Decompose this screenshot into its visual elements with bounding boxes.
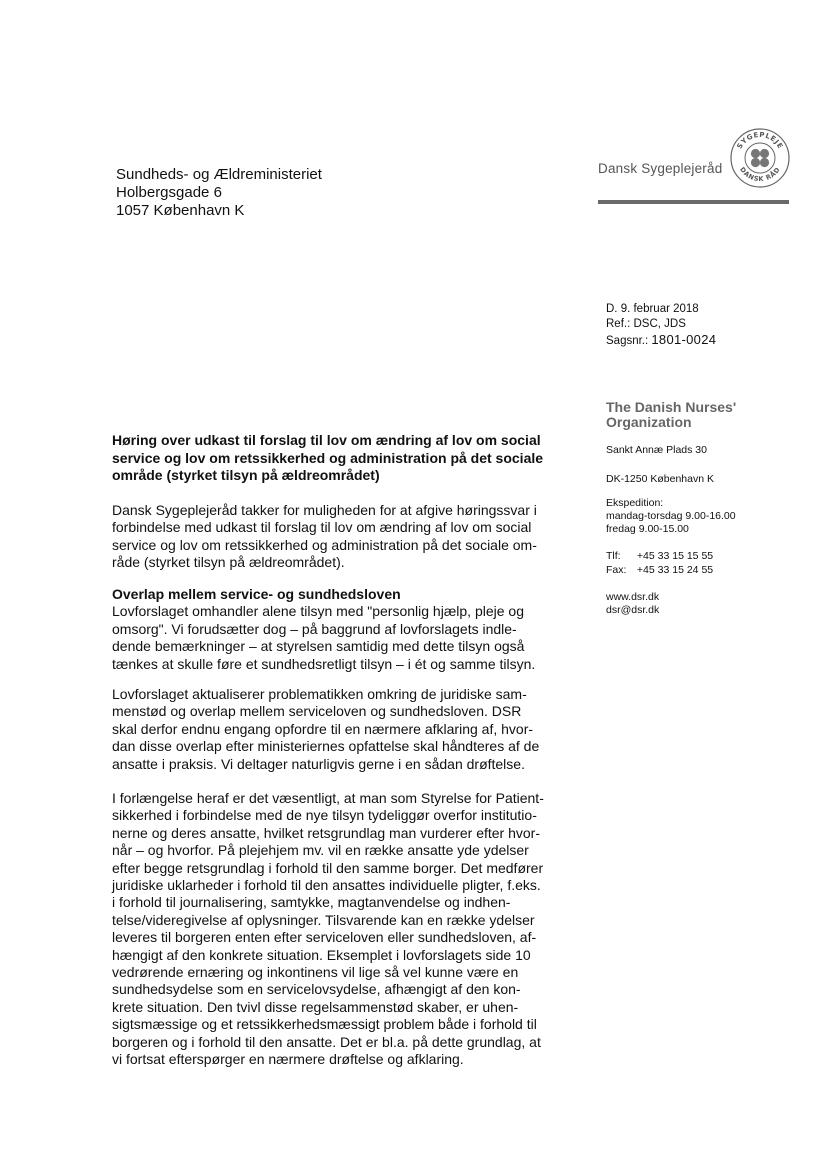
recipient-address — [116, 166, 322, 220]
header-rule — [598, 200, 789, 204]
body-line: Lovforslaget aktualiserer problematikken omkring de juridiske sam- — [112, 686, 527, 702]
recipient-line: Holbergsgade 6 — [116, 184, 222, 201]
body-line: sikkerhed i forbindelse med de nye tilsyn tydeliggør overfor institutio- — [112, 807, 537, 824]
svg-text:DANSK RÅD — [738, 166, 782, 183]
website-link[interactable]: www.dsr.dk — [606, 591, 660, 603]
paragraph-intro — [112, 502, 567, 572]
fax-value: +45 33 15 24 55 — [636, 564, 714, 576]
letter-subject — [112, 432, 567, 485]
body-line: tænkes at skulle føre et sundhedsretligt tilsyn – i ét og samme tilsyn. — [112, 655, 536, 672]
body-line: service og lov om retssikkerhed og administration på det sociale om- — [112, 536, 537, 553]
body-line: Dansk Sygeplejeråd takker for muligheden for at afgive høringssvar i — [112, 502, 537, 518]
body-line: vi fortsat efterspørger en nærmere drøftelse og afklaring. — [112, 1051, 464, 1068]
body-line: telse/videregivelse af oplysninger. Tilsvarende kan en række ydelser — [112, 911, 535, 928]
english-name-line: Organization — [606, 414, 692, 430]
section-overlap — [112, 586, 567, 673]
expedition-hours-2: fredag 9.00-15.00 — [606, 523, 689, 535]
recipient-line: 1057 København K — [116, 202, 245, 219]
body-line: sundhedsydelse som en servicelovsydelse, afhængigt af den kon- — [112, 981, 521, 998]
expedition-hours-1: mandag-torsdag 9.00-16.00 — [606, 510, 736, 522]
body-line: hængigt af den konkrete situation. Eksemplet i lovforslagets side 10 — [112, 946, 531, 963]
paragraph-actualization — [112, 686, 567, 773]
recipient-line: Sundheds- og Ældreministeriet — [116, 166, 322, 183]
paragraph-clarification — [112, 790, 567, 1069]
seal-text-bottom: DANSK RÅD — [738, 165, 782, 184]
letter-ref: Ref.: DSC, JDS — [606, 318, 686, 330]
email-link[interactable]: dsr@dsr.dk — [606, 604, 660, 616]
letter-meta — [606, 302, 716, 349]
body-line: borgeren og i forhold til den ansatte. Det er bl.a. på dette grundlag, at — [112, 1033, 541, 1050]
body-line: vedrørende ernæring og inkontinens vil lige så vel kunne være en — [112, 964, 519, 981]
body-line: råde (styrket tilsyn på ældreområdet). — [112, 554, 345, 571]
body-line: ansatte i praksis. Vi deltager naturligvis gerne i en sådan drøftelse. — [112, 755, 525, 772]
body-line: dende bemærkninger – at styrelsen samtidig med dette tilsyn også — [112, 638, 525, 655]
contact-address-2: DK-1250 København K — [606, 473, 714, 485]
body-line: når – og hvorfor. På plejehjem mv. vil en række ansatte yde ydelser — [112, 842, 529, 859]
case-number — [606, 332, 716, 349]
body-line: forbindelse med udkast til forslag til lov om ændring af lov om social — [112, 519, 532, 536]
body-line: nerne og deres ansatte, hvilket retsgrundlag man vurderer efter hvor- — [112, 824, 541, 841]
body-line: i forhold til journalisering, samtykke, magtanvendelse og indhen- — [112, 894, 511, 911]
phone-label: Tlf: — [606, 550, 621, 562]
subject-line: Høring over udkast til forslag til lov om ændring af lov om social — [112, 432, 541, 448]
phone-value: +45 33 15 15 55 — [636, 550, 714, 562]
org-name: Dansk Sygeplejeråd — [598, 161, 723, 176]
subject-line: område (styrket tilsyn på ældreområdet) — [112, 467, 380, 483]
english-name-line: The Danish Nurses' — [606, 399, 737, 415]
fax-row — [606, 564, 713, 577]
seal-logo — [730, 128, 790, 188]
case-number-value: 1801-0024 — [651, 332, 717, 347]
svg-text:SYGEPLEJE — [736, 131, 785, 151]
clover-icon — [751, 149, 769, 167]
body-line: sigtsmæssige og et retssikkerhedsmæssigt problem både i forhold til — [112, 1016, 537, 1033]
body-line: I forlængelse heraf er det væsentligt, at man som Styrelse for Patient- — [112, 790, 544, 806]
body-line: juridiske uklarheder i forhold til den ansattes individuelle pligter, f.eks. — [112, 877, 541, 894]
letter-date: D. 9. februar 2018 — [606, 303, 699, 315]
contact-address-1: Sankt Annæ Plads 30 — [606, 444, 707, 456]
body-line: efter begge retsgrundlag i forhold til den samme borger. Det medfører — [112, 859, 544, 876]
english-org-name — [606, 400, 736, 430]
expedition-label: Ekspedition: — [606, 497, 664, 509]
body-line: krete situation. Den tvivl disse regelsammenstød skaber, er uhen- — [112, 998, 519, 1015]
body-line: Lovforslaget omhandler alene tilsyn med "personlig hjælp, pleje og — [112, 603, 524, 620]
body-line: dan disse overlap efter ministeriernes opfattelse skal håndteres af de — [112, 738, 540, 755]
phone-row — [606, 550, 713, 563]
section-heading: Overlap mellem service- og sundhedsloven — [112, 586, 401, 602]
body-line: skal derfor endnu engang opfordre til en nærmere afklaring af, hvor- — [112, 720, 534, 737]
fax-label: Fax: — [606, 564, 627, 576]
body-line: menstød og overlap mellem serviceloven og sundhedsloven. DSR — [112, 703, 522, 720]
subject-line: service og lov om retssikkerhed og administration på det sociale — [112, 449, 544, 466]
seal-text-top: SYGEPLEJE — [735, 130, 785, 151]
case-number-label: Sagsnr.: — [606, 335, 649, 347]
body-line: omsorg". Vi forudsætter dog – på baggrund af lovforslagets indle- — [112, 620, 517, 637]
body-line: leveres til borgeren enten efter serviceloven eller sundhedsloven, af- — [112, 929, 537, 946]
